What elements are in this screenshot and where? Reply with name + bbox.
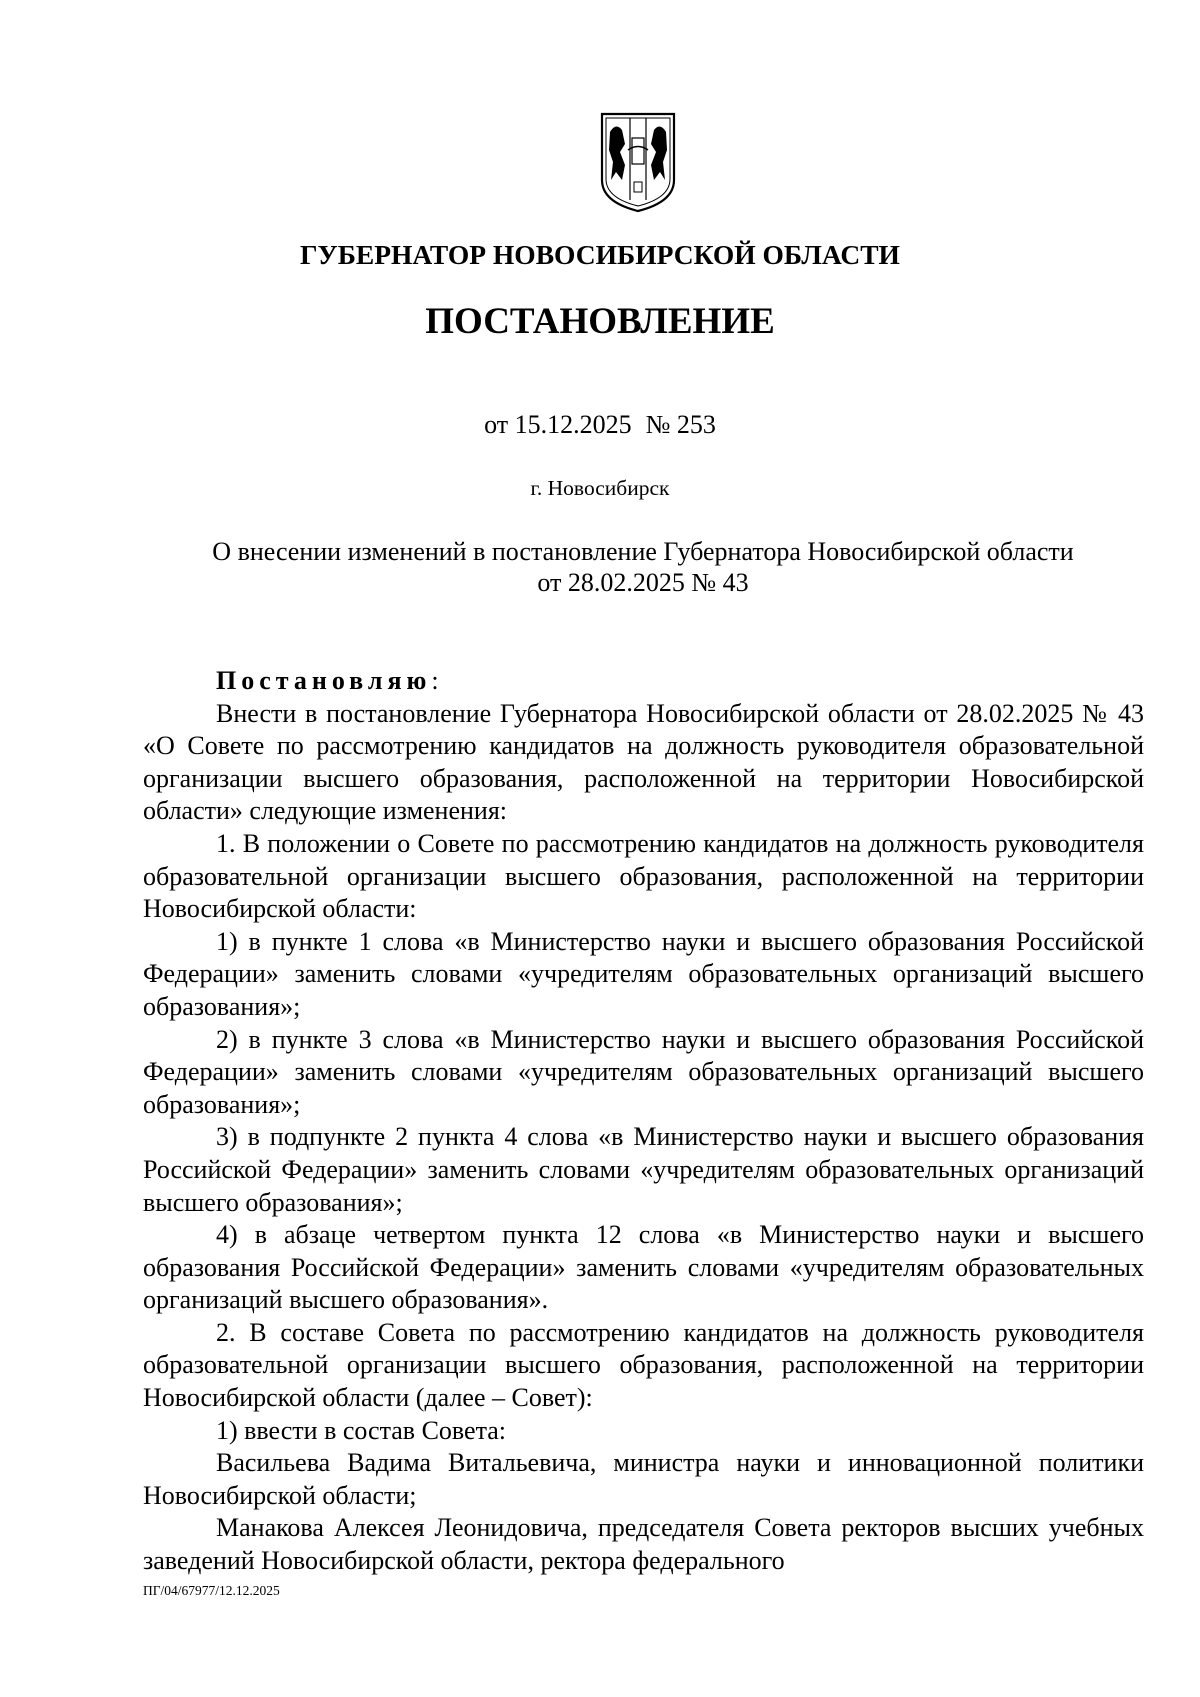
document-body	[143, 665, 1144, 1578]
body-paragraph: Внести в постановление Губернатора Новосибирской области от 28.02.2025 № 43 «О Совете по рассмотрению кандидатов на должность руководителя образовательной организации высшего образования, расположенной на территории Новосибирской области» следующие изменения:	[143, 698, 1144, 826]
decree-colon: :	[431, 666, 439, 695]
coat-of-arms-icon	[598, 110, 678, 214]
body-paragraph: 1) ввести в состав Совета:	[216, 1415, 507, 1445]
body-paragraph: 1. В положении о Совете по рассмотрению кандидатов на должность руководителя образовательной организации высшего образования, расположенной на территории Новосибирской области:	[143, 828, 1144, 924]
document-subject	[150, 536, 1136, 598]
body-paragraph: 1) в пункте 1 слова «в Министерство науки и высшего образования Российской Федерации» заменить словами «учредителям образовательных организаций высшего образования»;	[143, 926, 1144, 1021]
body-paragraph: Манакова Алексея Леонидовича, председателя Совета ректоров высших учебных заведений Новосибирской области, ректора федерального	[143, 1513, 1144, 1576]
body-paragraph: 4) в абзаце четвертом пункта 12 слова «в Министерство науки и высшего образования Российской Федерации» заменить словами «учредителям образовательных организаций высшего образования».	[143, 1220, 1144, 1315]
decree-heading	[143, 665, 1144, 698]
body-paragraph: Васильева Вадима Витальевича, министра науки и инновационной политики Новосибирской области;	[143, 1448, 1144, 1510]
issuing-authority: ГУБЕРНАТОР НОВОСИБИРСКОЙ ОБЛАСТИ	[300, 239, 900, 270]
decree-word: Постановляю	[216, 666, 432, 695]
document-number: № 253	[645, 410, 716, 439]
document-type: ПОСТАНОВЛЕНИЕ	[425, 301, 775, 342]
body-paragraph: 3) в подпункте 2 пункта 4 слова «в Министерство науки и высшего образования Российской Федерации» заменить словами «учредителям образовательных организаций высшего образования»;	[143, 1122, 1144, 1217]
subject-line-1: О внесении изменений в постановление Губернатора Новосибирской области	[212, 537, 1074, 566]
document-registration-code: ПГ/04/67977/12.12.2025	[143, 1583, 280, 1598]
subject-line-2: от 28.02.2025 № 43	[537, 568, 749, 597]
body-paragraph: 2. В составе Совета по рассмотрению кандидатов на должность руководителя образовательной организации высшего образования, расположенной на территории Новосибирской области (далее – Совет):	[143, 1317, 1144, 1413]
document-city: г. Новосибирск	[530, 476, 670, 500]
body-paragraph: 2) в пункте 3 слова «в Министерство науки и высшего образования Российской Федерации» заменить словами «учредителям образовательных организаций высшего образования»;	[143, 1024, 1144, 1119]
document-date: от 15.12.2025	[484, 410, 632, 439]
document-date-number	[0, 409, 1200, 441]
